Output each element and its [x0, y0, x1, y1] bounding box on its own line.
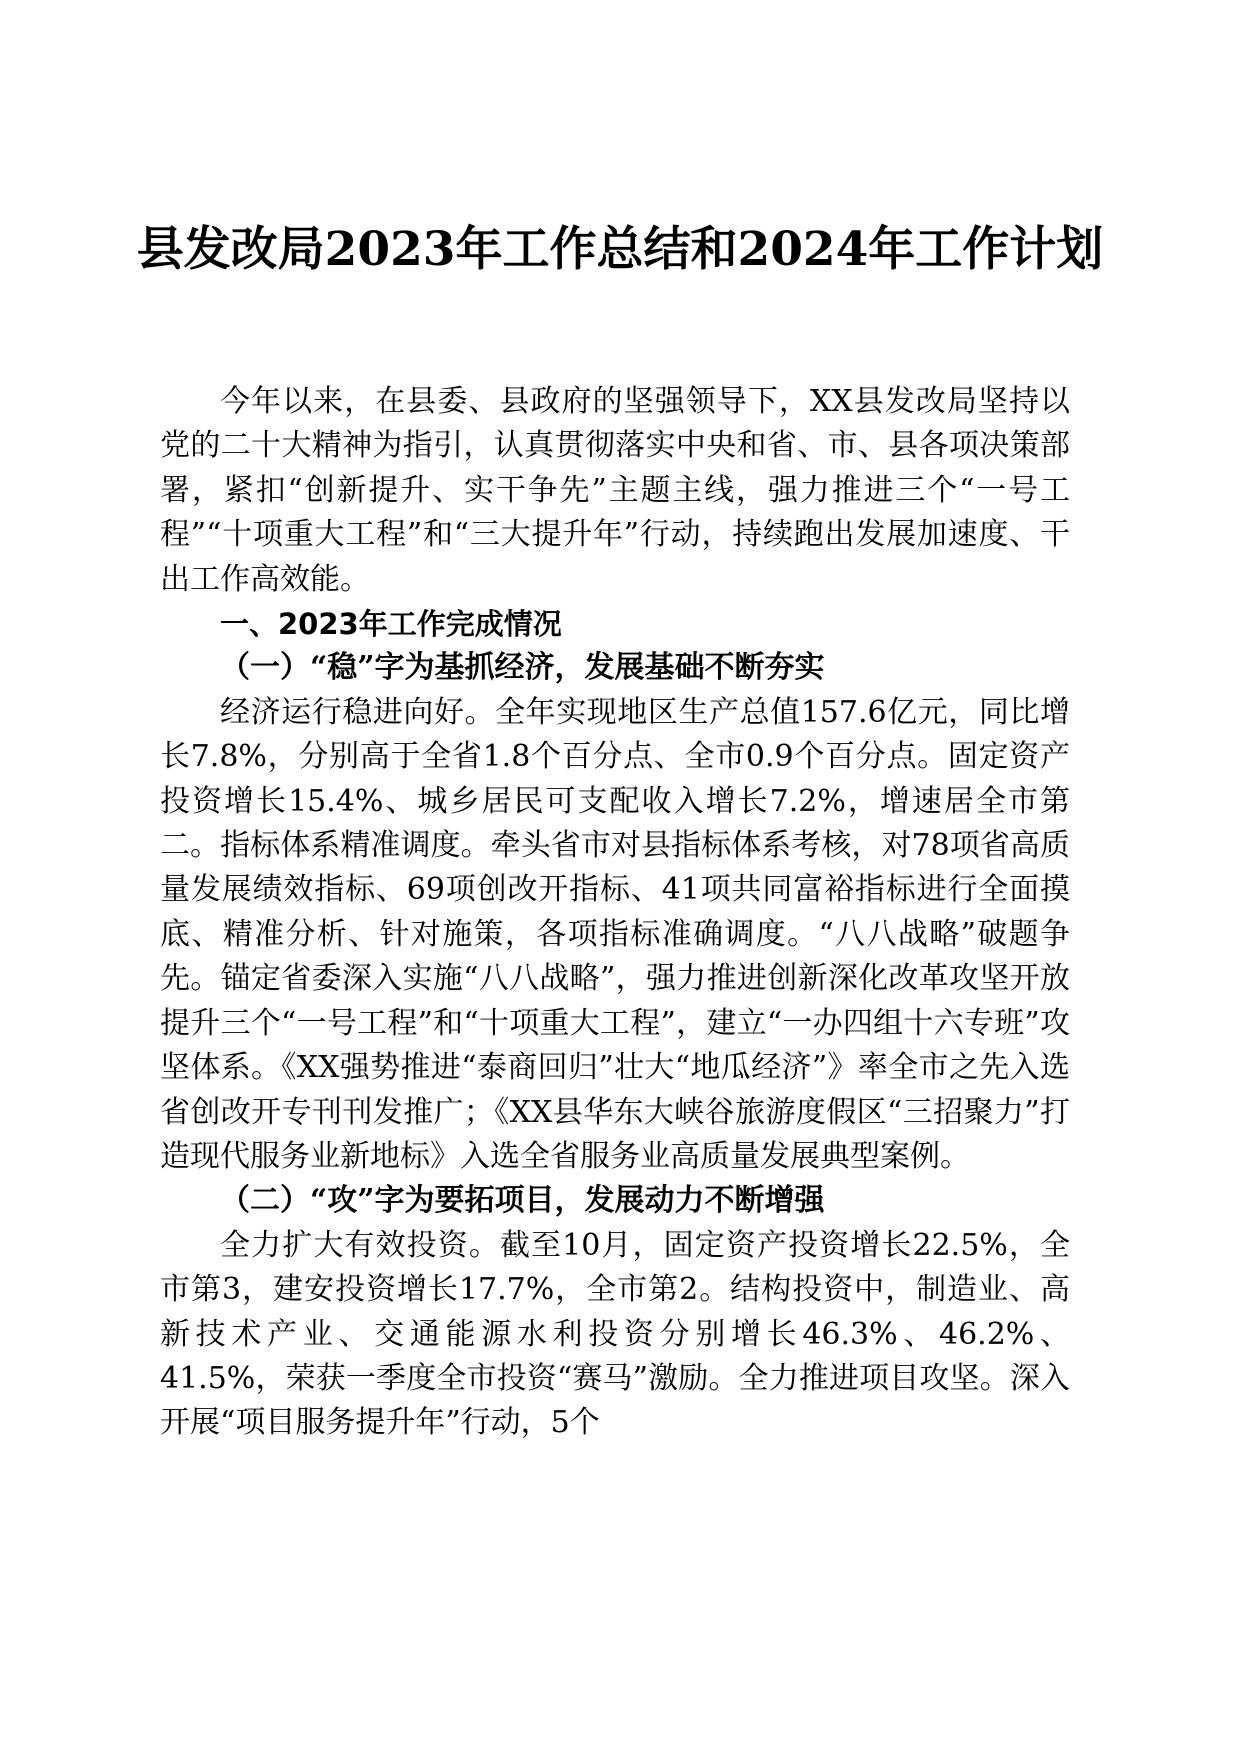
intro-paragraph: 今年以来，在县委、县政府的坚强领导下，XX县发改局坚持以党的二十大精神为指引，认真贯彻落实中央和省、市、县各项决策部署，紧扣“创新提升、实干争先”主题主线，强力推进三个“一号工程”“十项重大工程”和“三大提升年”行动，持续跑出发展加速度、干出工作高效能。: [160, 384, 1070, 597]
document-body: [160, 380, 1070, 1446]
subsection-paragraph-1: 经济运行稳进向好。全年实现地区生产总值157.6亿元，同比增长7.8%，分别高于全省1.8个百分点、全市0.9个百分点。固定资产投资增长15.4%、城乡居民可支配收入增长7.2%，增速居全市第二。指标体系精准调度。牵头省市对县指标体系考核，对78项省高质量发展绩效指标、69项创改开指标、41项共同富裕指标进行全面摸底、精准分析、针对施策，各项指标准确调度。“八八战略”破题争先。锚定省委深入实施“八八战略”，强力推进创新深化改革攻坚开放提升三个“一号工程”和“十项重大工程”，建立“一办四组十六专班”攻坚体系。《XX强势推进“泰商回归”壮大“地瓜经济”》率全市之先入选省创改开专刊刊发推广；《XX县华东大峡谷旅游度假区“三招聚力”打造现代服务业新地标》入选全省服务业高质量发展典型案例。: [160, 694, 1070, 1174]
document-title: 县发改局2023年工作总结和2024年工作计划: [136, 222, 1104, 277]
subsection-heading-1: （一）“稳”字为基抓经济，发展基础不断夯实: [220, 650, 825, 686]
subsection-heading-2: （二）“攻”字为要拓项目，发展动力不断增强: [220, 1183, 825, 1219]
subsection-paragraph-2: 全力扩大有效投资。截至10月，固定资产投资增长22.5%，全市第3，建安投资增长17.7%，全市第2。结构投资中，制造业、高新技术产业、交通能源水利投资分别增长46.3%、46.2%、41.5%，荣获一季度全市投资“赛马”激励。全力推进项目攻坚。深入开展“项目服务提升年”行动，5个: [160, 1227, 1070, 1441]
section-heading-1: 一、2023年工作完成情况: [220, 607, 562, 642]
